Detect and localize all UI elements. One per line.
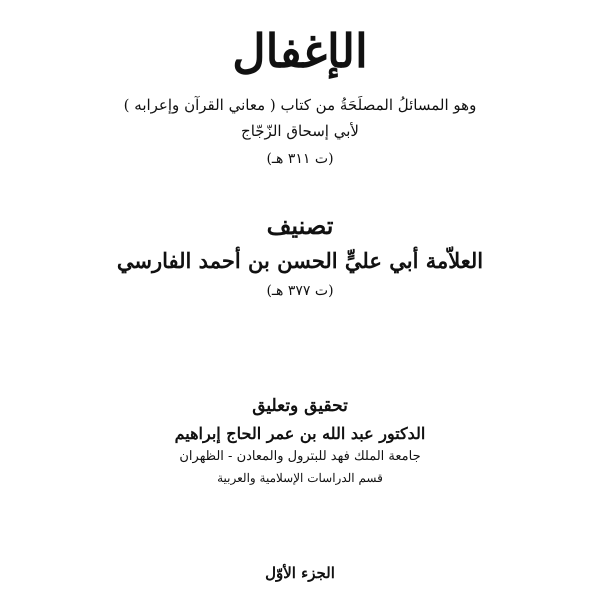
volume-label: الجزء الأوّل — [265, 564, 335, 582]
editor-name: الدكتور عبد الله بن عمر الحاج إبراهيم — [174, 424, 426, 443]
authorship-label: تصنيف — [266, 211, 334, 240]
author-death-date: (ت ٣٧٧ هـ) — [266, 283, 334, 299]
book-title: الإغفال — [232, 24, 368, 78]
original-author: لأبي إسحاق الزّجّاج — [241, 122, 359, 140]
editing-label: تحقيق وتعليق — [252, 396, 348, 416]
book-subtitle: وهو المسائلُ المصلَحَةُ من كتاب ( معاني القرآن وإعرابه ) — [123, 96, 477, 114]
editor-university: جامعة الملك فهد للبترول والمعادن - الظهران — [179, 449, 421, 464]
original-author-death-date: (ت ٣١١ هـ) — [266, 151, 334, 167]
editor-department: قسم الدراسات الإسلامية والعربية — [217, 471, 383, 485]
author-name: العلاّمة أبي عليٍّ الحسن بن أحمد الفارسي — [116, 248, 484, 273]
